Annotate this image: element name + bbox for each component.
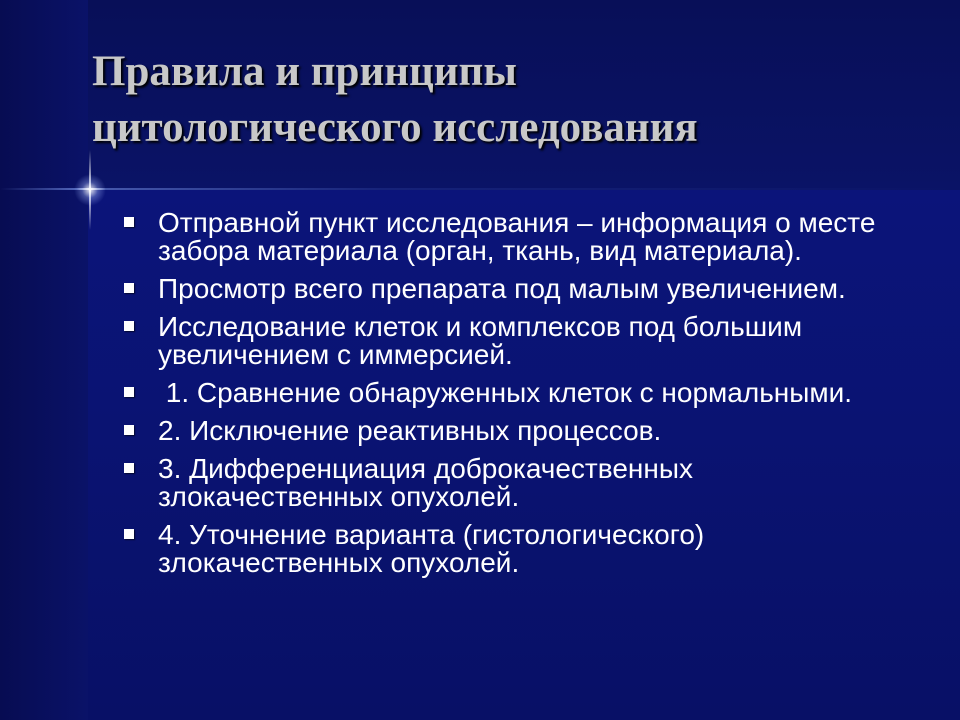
light-flare-horizontal	[0, 188, 960, 190]
slide-title-line-1: Правила и принципы	[92, 48, 517, 95]
bullet-text: 4. Уточнение варианта (гистологического) злокачественных опухолей.	[158, 519, 705, 578]
bullet-list	[124, 209, 914, 587]
slide-title-line-2: цитологического исследования	[92, 104, 698, 151]
light-flare-glow	[74, 174, 106, 206]
bullet-text: Отправной пункт исследования – информация о месте забора материала (орган, ткань, вид материала).	[158, 207, 876, 266]
square-bullet-icon	[124, 463, 134, 473]
bullet-text: 3. Дифференциация доброкачественных злокачественных опухолей.	[158, 453, 693, 512]
slide-title	[92, 44, 932, 156]
bullet-item	[124, 275, 914, 303]
bullet-item	[124, 313, 914, 369]
square-bullet-icon	[124, 529, 134, 539]
bullet-item	[124, 379, 914, 407]
bullet-text: 1. Сравнение обнаруженных клеток с нормальными.	[158, 377, 853, 408]
bullet-item	[124, 417, 914, 445]
square-bullet-icon	[124, 425, 134, 435]
bullet-text: Исследование клеток и комплексов под большим увеличением с иммерсией.	[158, 311, 803, 370]
square-bullet-icon	[124, 283, 134, 293]
bullet-text: 2. Исключение реактивных процессов.	[158, 415, 662, 446]
square-bullet-icon	[124, 217, 134, 227]
bullet-item	[124, 209, 914, 265]
square-bullet-icon	[124, 321, 134, 331]
bullet-item	[124, 455, 914, 511]
bullet-item	[124, 521, 914, 577]
left-band	[0, 0, 88, 720]
square-bullet-icon	[124, 387, 134, 397]
bullet-text: Просмотр всего препарата под малым увеличением.	[158, 273, 846, 304]
